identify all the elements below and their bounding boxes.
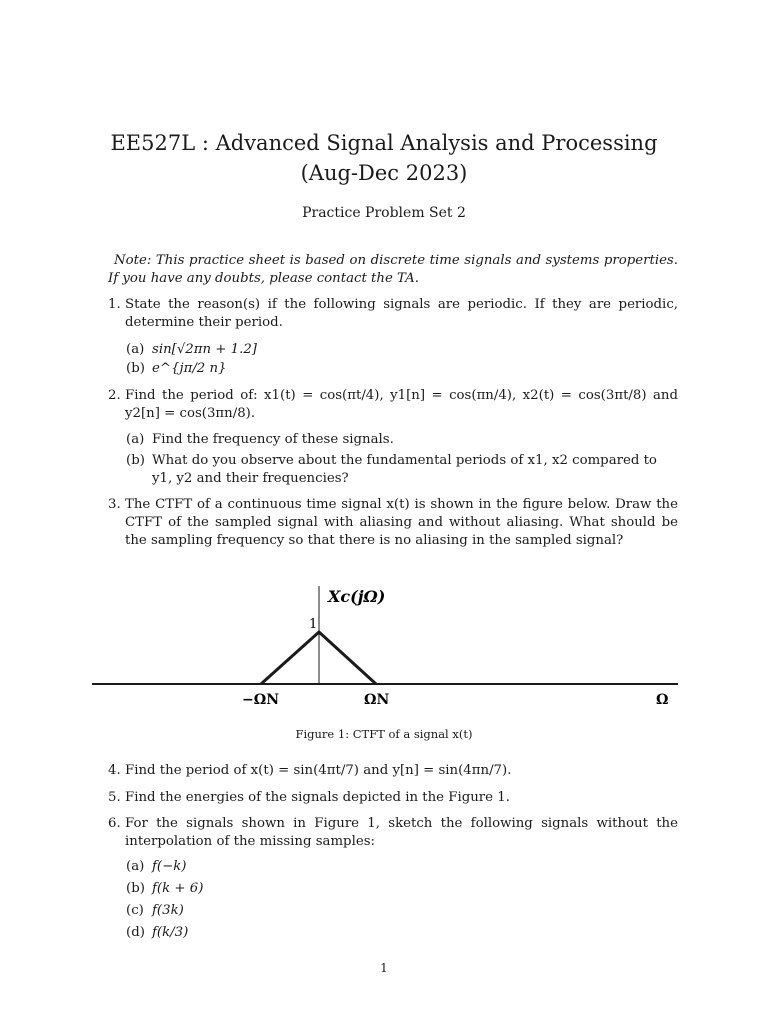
- figure-ylabel: Xc(jΩ): [328, 587, 386, 606]
- page-subtitle: Practice Problem Set 2: [302, 205, 466, 221]
- part-label: (d): [126, 925, 145, 940]
- figure-pos-label: ΩN: [364, 692, 390, 708]
- question-6-part-a: [126, 858, 678, 876]
- part-label: (b): [126, 453, 145, 468]
- figure-axis-label: Ω: [656, 692, 669, 708]
- part-text: What do you observe about the fundamental periods of x1, x2 compared to y1, y2 and their frequencies?: [152, 453, 657, 486]
- ctft-figure: [0, 570, 768, 720]
- figure-peak-label: 1: [309, 617, 318, 632]
- part-label: (a): [126, 432, 145, 447]
- question-number: 5.: [108, 790, 121, 805]
- question-1-part-b: [126, 360, 678, 378]
- question-text: The CTFT of a continuous time signal x(t) is shown in the figure below. Draw the CTFT of the sampled signal with aliasing and without aliasing. What should be the sampling frequency so that there is no aliasing in the sampled signal?: [125, 497, 678, 548]
- question-2-part-a: [126, 431, 678, 449]
- question-text: Find the energies of the signals depicted in the Figure 1.: [125, 790, 510, 805]
- question-number: 4.: [108, 763, 121, 778]
- question-5: [108, 789, 678, 807]
- question-text: Find the period of x(t) = sin(4πt/7) and y[n] = sin(4πn/7).: [125, 763, 512, 778]
- question-text: For the signals shown in Figure 1, sketch the following signals without the interpolation of the missing samples:: [125, 816, 678, 849]
- note-paragraph: Note: This practice sheet is based on discrete time signals and systems properties. If you have any doubts, please contact the TA.: [108, 253, 678, 286]
- question-1-part-a: [126, 341, 678, 359]
- question-number: 1.: [108, 297, 121, 312]
- question-text: Find the period of: x1(t) = cos(πt/4), y1[n] = cos(πn/4), x2(t) = cos(3πt/8) and y2[n] = cos(3πn/8).: [125, 388, 678, 421]
- question-number: 6.: [108, 816, 121, 831]
- part-text: e^{jπ/2 n}: [152, 361, 227, 376]
- page-number: 1: [380, 961, 388, 975]
- question-4: [108, 762, 678, 780]
- part-text: Find the frequency of these signals.: [152, 432, 394, 447]
- part-text: f(k/3): [152, 925, 189, 940]
- figure-caption: Figure 1: CTFT of a signal x(t): [295, 727, 473, 741]
- part-label: (b): [126, 361, 145, 376]
- page-title: EE527L : Advanced Signal Analysis and Processing (Aug-Dec 2023): [110, 131, 658, 185]
- part-text: f(3k): [152, 903, 184, 918]
- question-2-part-b: [126, 452, 678, 488]
- question-number: 2.: [108, 388, 121, 403]
- part-label: (a): [126, 342, 145, 357]
- part-label: (c): [126, 903, 144, 918]
- question-6: [108, 815, 678, 851]
- question-2: [108, 387, 678, 423]
- part-text: f(−k): [152, 859, 187, 874]
- question-text: State the reason(s) if the following signals are periodic. If they are periodic, determine their period.: [125, 297, 678, 330]
- part-label: (a): [126, 859, 145, 874]
- part-label: (b): [126, 881, 145, 896]
- question-6-part-c: [126, 902, 678, 920]
- part-text: sin[√2πn + 1.2]: [152, 342, 257, 357]
- question-1: [108, 296, 678, 332]
- question-6-part-b: [126, 880, 678, 898]
- part-text: f(k + 6): [152, 881, 204, 896]
- figure-neg-label: −ΩN: [242, 692, 279, 708]
- question-3: [108, 496, 678, 550]
- question-number: 3.: [108, 497, 121, 512]
- question-6-part-d: [126, 924, 678, 942]
